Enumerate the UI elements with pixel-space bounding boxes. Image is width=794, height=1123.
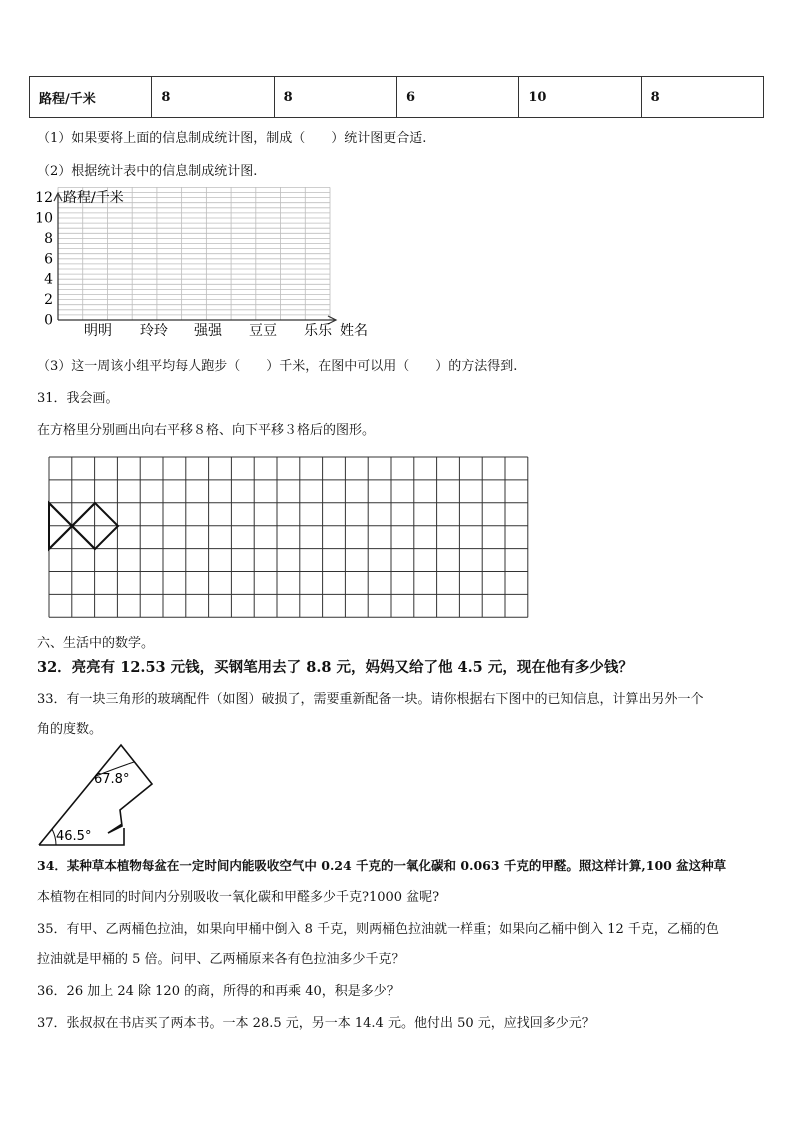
table-header-cell: 路程/千米	[30, 77, 152, 118]
y-tick-label: 6	[44, 251, 53, 268]
q34-line2: 本植物在相同的时间内分别吸收一氧化碳和甲醛多少千克?1000 盆呢?	[37, 890, 440, 905]
y-tick-label: 8	[44, 230, 53, 247]
q37: 37．张叔叔在书店买了两本书。一本 28.5 元，另一本 14.4 元。他付出 50 元，应找回多少元？	[37, 1016, 595, 1031]
q36: 36．26 加上 24 除 120 的商，所得的和再乘 40，积是多少？	[37, 984, 400, 999]
q31-title: 31．我会画。	[37, 391, 119, 406]
y-tick-label: 0	[44, 312, 53, 329]
chart-grid	[58, 187, 330, 320]
q33-line2: 角的度数。	[37, 722, 103, 737]
q30-part2: （2）根据统计表中的信息制成统计图.	[37, 164, 258, 179]
q30-part3: （3）这一周该小组平均每人跑步（ ）千米，在图中可以用（ ）的方法得到.	[37, 359, 518, 374]
x-category-label: 玲玲	[140, 323, 168, 339]
translation-grid	[44, 453, 530, 619]
q33-line1: 33．有一块三角形的玻璃配件（如图）破损了，需要重新配备一块。请你根据右下图中的已知信息，计算出另外一个	[37, 692, 704, 707]
q31-instruction: 在方格里分别画出向右平移８格、向下平移３格后的图形。	[37, 423, 376, 438]
table-row	[30, 77, 764, 118]
table-cell: 8	[152, 77, 274, 118]
distance-chart	[30, 183, 390, 343]
y-tick-label: 4	[44, 271, 53, 288]
grid-lines	[49, 457, 528, 617]
broken-triangle-figure	[36, 742, 160, 848]
x-category-labels	[84, 323, 333, 339]
table-cell: 8	[274, 77, 396, 118]
x-category-label: 乐乐	[304, 323, 332, 339]
table-cell: 8	[641, 77, 763, 118]
table-cell: 6	[396, 77, 518, 118]
q35-line1: 35．有甲、乙两桶色拉油，如果向甲桶中倒入 8 千克，则两桶色拉油就一样重；如果向乙桶中倒入 12 千克，乙桶的色	[37, 922, 719, 937]
x-category-label: 强强	[194, 323, 222, 339]
x-category-label: 豆豆	[249, 323, 277, 339]
q34-line1: 34．某种草本植物每盆在一定时间内能吸收空气中 0.24 千克的一氧化碳和 0.063 千克的甲醛。照这样计算,100 盆这种草	[37, 858, 727, 873]
distance-table	[29, 76, 764, 118]
x-axis-label: 姓名	[340, 323, 368, 339]
y-tick-label: 2	[44, 292, 53, 309]
angle-bottom-label: 46.5°	[56, 829, 92, 844]
y-tick-label: 12	[35, 190, 53, 207]
y-axis-label: 路程/千米	[63, 190, 124, 206]
x-category-label: 明明	[84, 323, 112, 339]
angle-top-label: 67.8°	[94, 772, 130, 787]
q30-part1: （1）如果要将上面的信息制成统计图，制成（ ）统计图更合适.	[37, 131, 427, 146]
q35-line2: 拉油就是甲桶的 5 倍。问甲、乙两桶原来各有色拉油多少千克？	[37, 952, 405, 967]
section-title: 六、生活中的数学。	[37, 636, 155, 651]
y-tick-labels	[35, 190, 53, 328]
table-cell: 10	[519, 77, 641, 118]
q32: 32．亮亮有 12.53 元钱，买钢笔用去了 8.8 元，妈妈又给了他 4.5 元，现在他有多少钱？	[37, 659, 633, 676]
y-tick-label: 10	[35, 210, 53, 227]
